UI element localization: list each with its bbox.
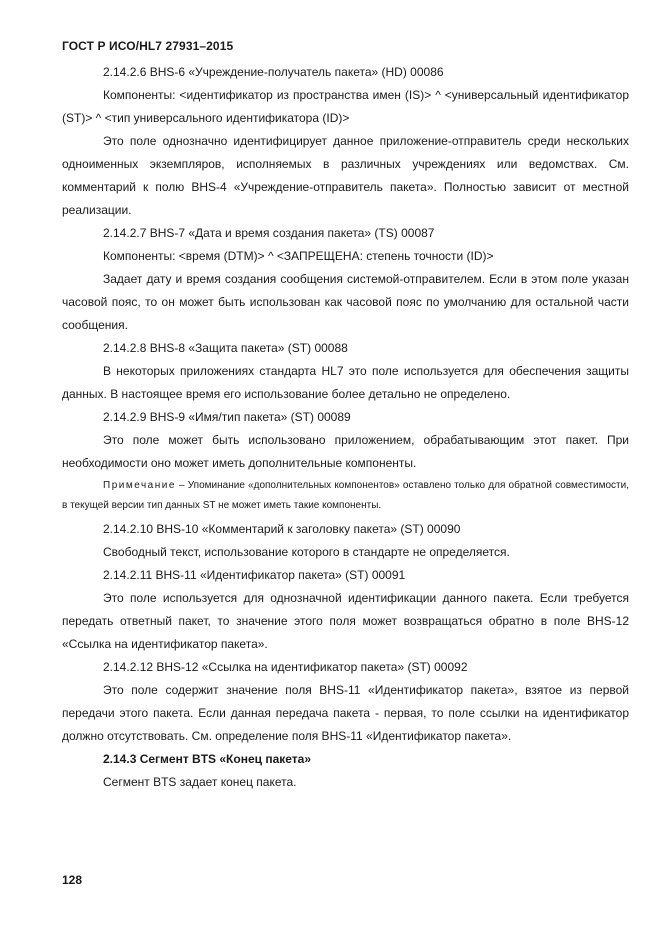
section-heading-2-14-2-10: 2.14.2.10 BHS-10 «Комментарий к заголовку пакета» (ST) 00090 [103, 522, 461, 536]
paragraph: Это поле однозначно идентифицирует данное приложение-отправитель среди нескольких одноименных экземпляров, исполняемых в различных учреждениях или ведомствах. См. комментарий к полю BHS-4 «Учреждение-отправитель пакета». Полностью зависит от местной реализации. [62, 134, 629, 217]
paragraph: Это поле содержит значение поля BHS-11 «Идентификатор пакета», взятое из первой передачи этого пакета. Если данная передача пакета - первая, то поле ссылки на идентификатор должно отсутствовать. См. определение поля BHS-11 «Идентификатор пакета». [62, 683, 629, 743]
paragraph: Это поле используется для однозначной идентификации данного пакета. Если требуется передать ответный пакет, то значение этого поля может возвращаться обратно в поле BHS-12 «Ссылка на идентификатор пакета». [62, 591, 629, 651]
document-body [62, 61, 629, 794]
section-heading-2-14-2-12: 2.14.2.12 BHS-12 «Ссылка на идентификатор пакета» (ST) 00092 [103, 660, 468, 674]
note-label: Примечание [103, 480, 176, 491]
paragraph: Задает дату и время создания сообщения системой-отправителем. Если в этом поле указан часовой пояс, то он может быть использован как часовой пояс по умолчанию для остальной части сообщения. [62, 272, 629, 332]
paragraph: В некоторых приложениях стандарта HL7 это поле используется для обеспечения защиты данных. В настоящее время его использование более детально не определено. [62, 364, 629, 401]
section-heading-2-14-3: 2.14.3 Сегмент BTS «Конец пакета» [103, 752, 312, 766]
paragraph: Это поле может быть использовано приложением, обрабатывающим этот пакет. При необходимости оно может иметь дополнительные компоненты. [62, 433, 629, 470]
section-heading-2-14-2-7: 2.14.2.7 BHS-7 «Дата и время создания пакета» (TS) 00087 [103, 226, 435, 240]
section-heading-2-14-2-11: 2.14.2.11 BHS-11 «Идентификатор пакета» (ST) 00091 [103, 568, 406, 582]
paragraph: Компоненты: <время (DTM)> ^ <ЗАПРЕЩЕНА: степень точности (ID)> [103, 249, 494, 263]
paragraph: Сегмент BTS задает конец пакета. [103, 775, 297, 789]
paragraph: Свободный текст, использование которого в стандарте не определяется. [103, 545, 510, 559]
section-heading-2-14-2-8: 2.14.2.8 BHS-8 «Защита пакета» (ST) 00088 [103, 341, 348, 355]
section-heading-2-14-2-6: 2.14.2.6 BHS-6 «Учреждение-получатель пакета» (HD) 00086 [103, 65, 444, 79]
note-text: – Упоминание «дополнительных компонентов» оставлено только для обратной совместимости, в текущей версии тип данных ST не может иметь такие компоненты. [62, 480, 629, 511]
document-header: ГОСТ Р ИСО/HL7 27931–2015 [62, 39, 234, 53]
page-number: 128 [62, 873, 83, 887]
note [62, 476, 629, 516]
section-heading-2-14-2-9: 2.14.2.9 BHS-9 «Имя/тип пакета» (ST) 00089 [103, 410, 351, 424]
paragraph: Компоненты: <идентификатор из пространства имен (IS)> ^ <универсальный идентификатор (ST)> ^ <тип универсального идентификатора (ID)> [62, 88, 629, 125]
